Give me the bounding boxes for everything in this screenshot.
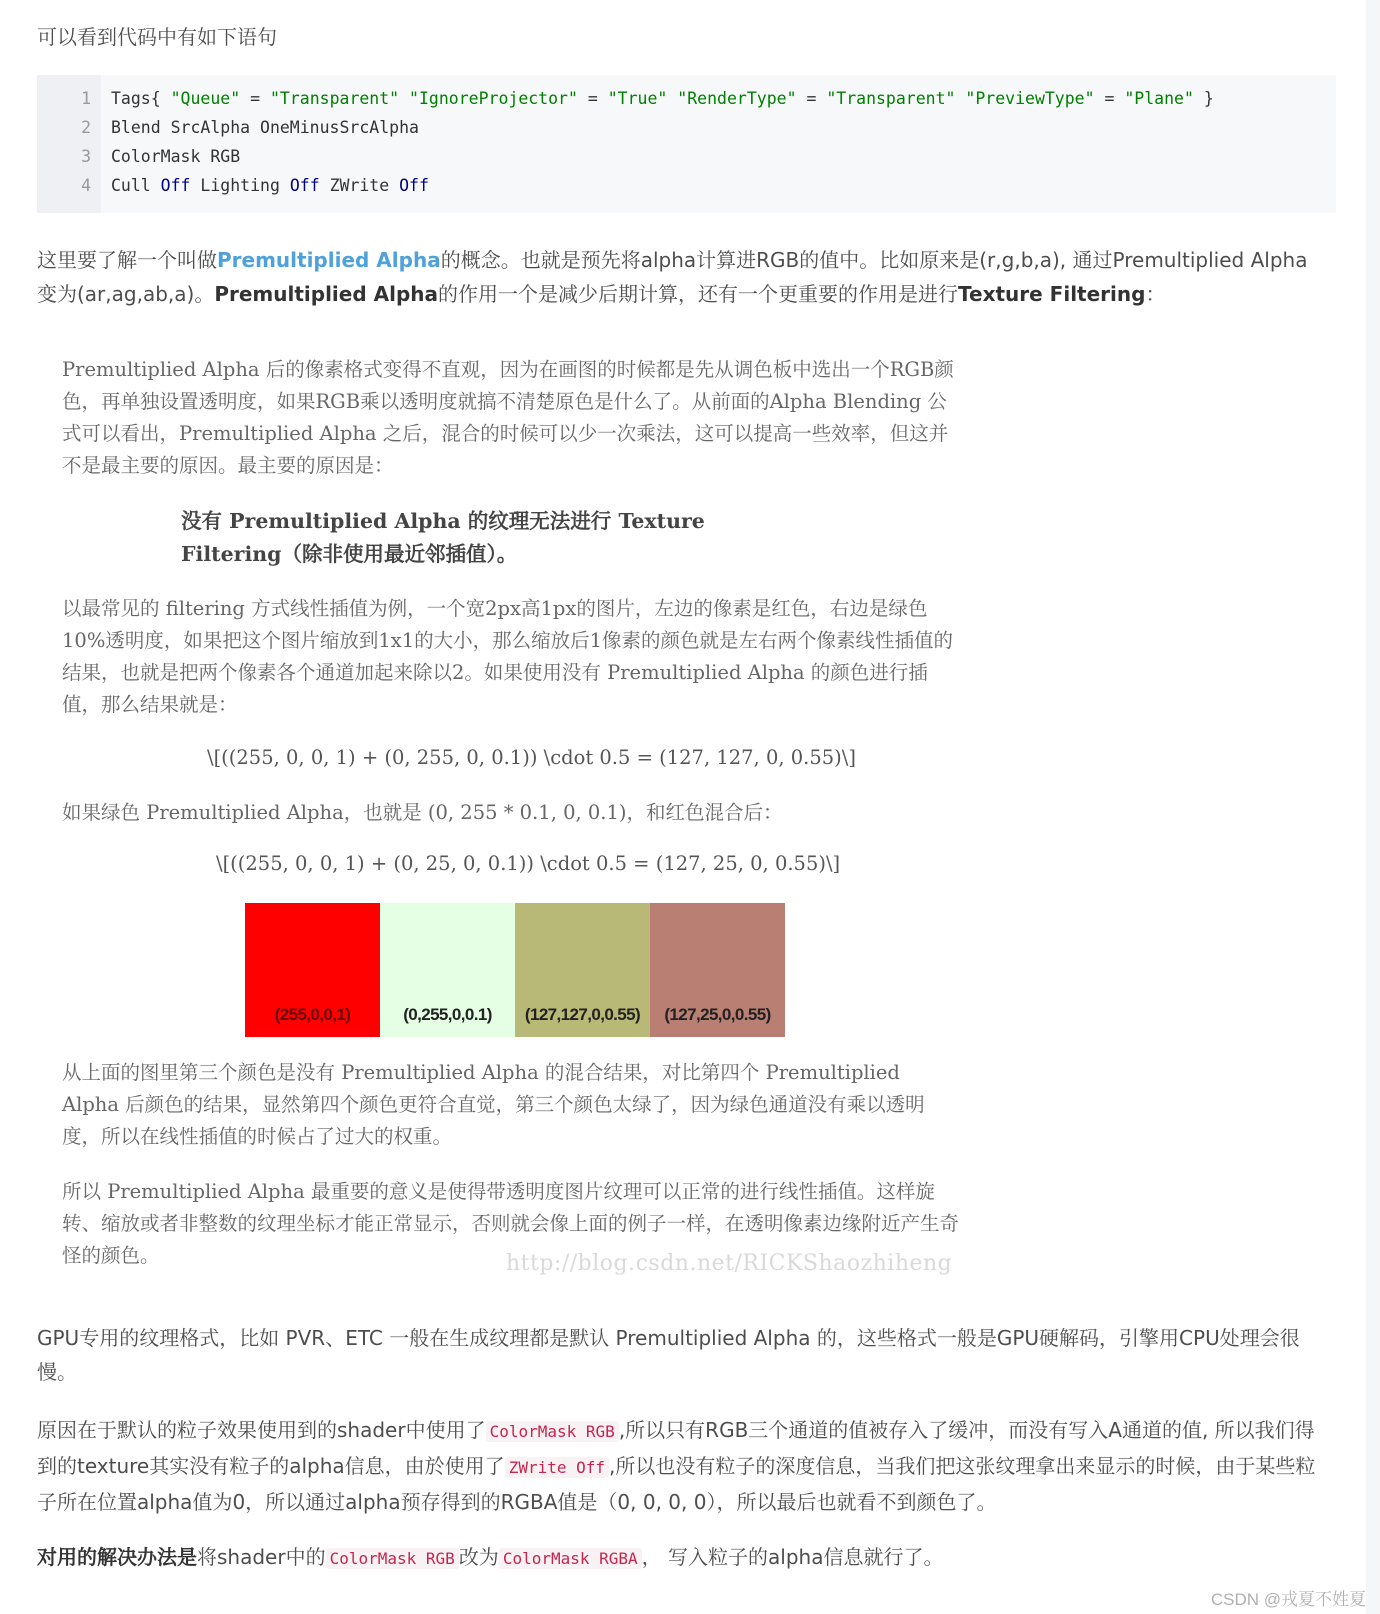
- plain-token: [399, 89, 409, 108]
- code-text: [111, 84, 1214, 114]
- quote-paragraph-1: Premultiplied Alpha 后的像素格式变得不直观，因为在画图的时候都是先从调色板中选出一个RGB颜色，再单独设置透明度，如果RGB乘以透明度就搞不清楚原色是什么了。从前面的Alpha Blending 公式可以看出，Premultiplied Alpha 之后，混合的时候可以少一次乘法，这可以提高一些效率，但这并不是最主要的原因。最主要的原因是：: [62, 358, 954, 477]
- para1-text-a: 这里要了解一个叫做: [37, 248, 217, 272]
- swatch-mixed-without-premultiplied: [515, 903, 650, 1037]
- para1-bold-term: Premultiplied Alpha: [214, 282, 439, 306]
- right-edge-strip: [1366, 0, 1380, 1614]
- para1-text-d: ：: [1145, 282, 1166, 306]
- formula-with-premultiplied: \[((255, 0, 0, 1) + (0, 25, 0, 0.1)) \cdot 0.5 = (127, 25, 0, 0.55)\]: [216, 852, 841, 875]
- csdn-author-watermark: CSDN @戎夏不姓夏: [1210, 1590, 1366, 1609]
- quote-paragraph-2: 以最常见的 filtering 方式线性插值为例，一个宽2px高1px的图片，左边的像素是红色，右边是绿色10%透明度，如果把这个图片缩放到1x1的大小，那么缩放后1像素的颜色就是左右两个像素线性插值的结果，也就是把两个像素各个通道加起来除以2。如果使用没有 Premultiplied Alpha 的颜色进行插值，那么结果就是：: [62, 597, 954, 716]
- plain-token: Cull: [111, 176, 161, 195]
- formula-without-premultiplied: \[((255, 0, 0, 1) + (0, 255, 0, 0.1)) \cdot 0.5 = (127, 127, 0, 0.55)\]: [207, 746, 856, 769]
- line-number: 3: [81, 147, 91, 166]
- para1-text-c: 的作用一个是减少后期计算，还有一个更重要的作用是进行: [438, 282, 959, 306]
- para3-text-c: ,所以也没有粒子的深度信息，当我们把这张纹理拿出来显示的时候，由于某些粒子所在位置alpha值为0，所以通过alpha预存得到的RGBA值是（0, 0, 0, 0），所以最后也就看不到颜色了。: [37, 1454, 1316, 1514]
- intro-text: 可以看到代码中有如下语句: [37, 25, 277, 49]
- line-number: 4: [81, 176, 91, 195]
- line-number: 1: [81, 89, 91, 108]
- plain-token: ZWrite: [319, 176, 400, 195]
- string-token: "Queue": [170, 89, 241, 108]
- solution-paragraph: [37, 1540, 1327, 1576]
- plain-token: }: [1193, 89, 1214, 108]
- keyword-token: Off: [289, 176, 320, 195]
- swatch-label: (127,127,0,0.55): [524, 1005, 641, 1024]
- code-block: [37, 75, 1336, 213]
- inline-code-colormask-rgb: ColorMask RGB: [486, 1421, 619, 1442]
- string-token: "PreviewType": [965, 89, 1095, 108]
- solution-bold: 对用的解决办法是: [37, 1545, 197, 1569]
- code-text: [111, 142, 240, 172]
- para3-text-a: 原因在于默认的粒子效果使用到的shader中使用了: [37, 1418, 486, 1442]
- quote-paragraph-5: 所以 Premultiplied Alpha 最重要的意义是使得带透明度图片纹理可以正常的进行线性插值。这样旋转、缩放或者非整数的纹理坐标才能正常显示，否则就会像上面的例子一样，在透明像素边缘附近产生奇怪的颜色。: [62, 1180, 960, 1267]
- quote-paragraph-3: 如果绿色 Premultiplied Alpha，也就是 (0, 255 * 0.1, 0, 0.1)，和红色混合后：: [62, 801, 783, 824]
- string-token: "RenderType": [677, 89, 797, 108]
- swatch-green-transparent: [380, 903, 515, 1037]
- premultiplied-intro-paragraph: [37, 243, 1327, 311]
- plain-token: ColorMask RGB: [111, 147, 241, 166]
- plain-token: =: [1094, 89, 1125, 108]
- plain-token: Tags{: [111, 89, 171, 108]
- image-url-watermark: http://blog.csdn.net/RICKShaozhiheng: [506, 1251, 953, 1276]
- texture-filtering-bold: Texture Filtering: [958, 282, 1146, 306]
- swatch-red: [245, 903, 380, 1037]
- inline-code-colormask-rgba: ColorMask RGBA: [499, 1548, 642, 1569]
- premultiplied-alpha-link[interactable]: Premultiplied Alpha: [217, 248, 441, 272]
- plain-token: =: [240, 89, 270, 108]
- quote-key-statement: 没有 Premultiplied Alpha 的纹理无法进行 Texture Filtering（除非使用最近邻插值）。: [181, 509, 705, 566]
- string-token: "True": [607, 89, 668, 108]
- string-token: "Plane": [1124, 89, 1194, 108]
- inline-code-colormask-rgb: ColorMask RGB: [326, 1548, 459, 1569]
- plain-token: =: [796, 89, 827, 108]
- string-token: "IgnoreProjector": [409, 89, 578, 108]
- string-token: "Transparent": [826, 89, 956, 108]
- para4-text-c: ， 写入粒子的alpha信息就行了。: [641, 1545, 944, 1569]
- para4-text-b: 改为: [458, 1545, 499, 1569]
- plain-token: Blend SrcAlpha OneMinusSrcAlpha: [111, 118, 419, 137]
- gpu-texture-format-paragraph: GPU专用的纹理格式，比如 PVR、ETC 一般在生成纹理都是默认 Premultiplied Alpha 的，这些格式一般是GPU硬解码，引擎用CPU处理会很慢。: [37, 1326, 1300, 1384]
- inline-code-zwrite-off: ZWrite Off: [505, 1457, 609, 1478]
- line-number: 2: [81, 118, 91, 137]
- swatch-label: (0,255,0,0.1): [403, 1005, 492, 1024]
- plain-token: [955, 89, 965, 108]
- quote-paragraph-4: 从上面的图里第三个颜色是没有 Premultiplied Alpha 的混合结果，对比第四个 Premultiplied Alpha 后颜色的结果，显然第四个颜色更符合直觉，第三个颜色太绿了，因为绿色通道没有乘以透明度，所以在线性插值的时候占了过大的权重。: [62, 1061, 925, 1148]
- para1-text-b: 的概念。也就是预先将alpha计算进RGB的值中。比如原来是(r,g,b,a), 通过Premultiplied Alpha变为(ar,ag,ab,a)。: [37, 248, 1308, 306]
- swatch-label: (127,25,0,0.55): [664, 1005, 771, 1024]
- plain-token: =: [577, 89, 608, 108]
- swatch-mixed-with-premultiplied: [650, 903, 785, 1037]
- string-token: "Transparent": [269, 89, 400, 108]
- code-text: [111, 171, 429, 201]
- plain-token: [667, 89, 677, 108]
- keyword-token: Off: [399, 176, 429, 195]
- para3-text-b: ,所以只有RGB三个通道的值被存入了缓冲，而没有写入A通道的值, 所以我们得到的texture其实没有粒子的alpha信息，由於使用了: [37, 1418, 1315, 1478]
- plain-token: Lighting: [190, 176, 290, 195]
- code-text: [111, 113, 419, 143]
- keyword-token: Off: [160, 176, 191, 195]
- swatch-label: (255,0,0,1): [274, 1005, 351, 1024]
- reason-paragraph: [37, 1413, 1327, 1519]
- para4-text-a: 将shader中的: [197, 1545, 326, 1569]
